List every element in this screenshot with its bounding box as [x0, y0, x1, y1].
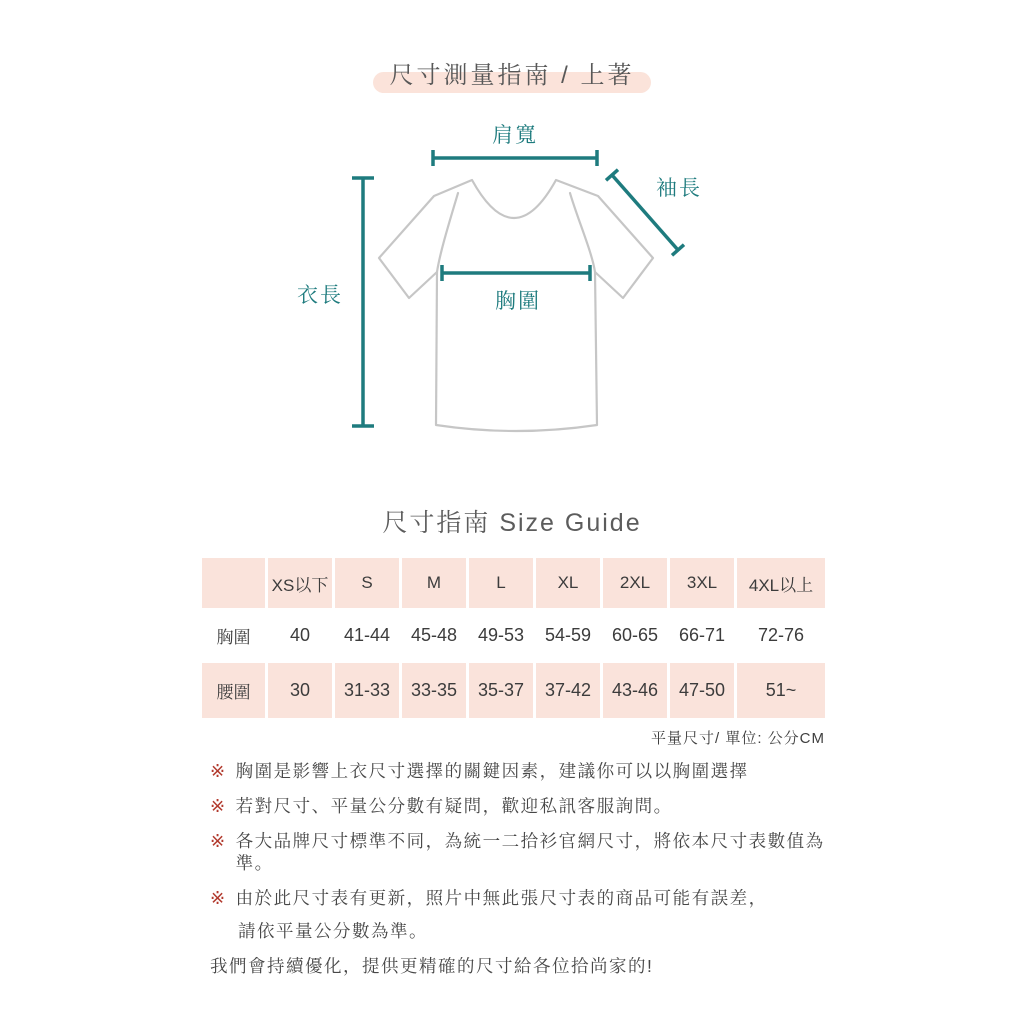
table-header-cell: XS以下	[268, 558, 335, 608]
table-header-cell: 2XL	[603, 558, 670, 608]
reference-mark-icon: ※	[210, 831, 227, 851]
table-cell: 41-44	[335, 608, 402, 663]
size-guide-heading: 尺寸指南 Size Guide	[382, 509, 642, 537]
chest-label: 胸圍	[495, 290, 541, 313]
note-line-1	[210, 760, 850, 782]
note-text: 由於此尺寸表有更新，照片中無此張尺寸表的商品可能有誤差，	[235, 888, 768, 908]
table-header-cell: M	[402, 558, 469, 608]
shoulder-width-label: 肩寬	[492, 124, 538, 147]
garment-length-label: 衣長	[297, 284, 343, 307]
table-cell: 47-50	[670, 663, 737, 718]
table-cell: 31-33	[335, 663, 402, 718]
table-cell: 40	[268, 608, 335, 663]
reference-mark-icon: ※	[210, 796, 227, 816]
table-row-label-chest: 胸圍	[202, 608, 268, 663]
table-header-cell: XL	[536, 558, 603, 608]
page-title	[0, 55, 1024, 90]
table-row-label-waist: 腰圍	[202, 663, 268, 718]
page-title-text: 尺寸測量指南 / 上著	[389, 62, 635, 89]
tshirt-diagram-svg	[280, 110, 740, 450]
note-line-4	[210, 887, 850, 909]
note-line-2	[210, 795, 850, 817]
table-cell: 51~	[737, 663, 825, 718]
table-cell: 35-37	[469, 663, 536, 718]
table-header-cell	[202, 558, 268, 608]
table-cell: 45-48	[402, 608, 469, 663]
table-cell: 60-65	[603, 608, 670, 663]
table-cell: 66-71	[670, 608, 737, 663]
note-footer: 我們會持續優化，提供更精確的尺寸給各位拾尚家的!	[210, 956, 654, 976]
table-cell: 43-46	[603, 663, 670, 718]
table-header-cell: L	[469, 558, 536, 608]
sleeve-length-label: 袖長	[656, 177, 702, 200]
note-text: 若對尺寸、平量公分數有疑問，歡迎私訊客服詢問。	[235, 796, 673, 816]
table-cell: 37-42	[536, 663, 603, 718]
note-text: 各大品牌尺寸標準不同，為統一二拾衫官網尺寸，將依本尺寸表數值為準。	[235, 831, 825, 873]
table-cell: 33-35	[402, 663, 469, 718]
footnotes	[210, 760, 850, 977]
reference-mark-icon: ※	[210, 761, 227, 781]
size-table	[202, 558, 825, 718]
table-cell: 49-53	[469, 608, 536, 663]
table-header-cell: 4XL以上	[737, 558, 825, 608]
table-cell: 30	[268, 663, 335, 718]
tshirt-measurement-diagram	[280, 110, 740, 450]
note-line-3	[210, 830, 850, 874]
table-header-cell: 3XL	[670, 558, 737, 608]
measurement-unit-note: 平量尺寸/ 單位: 公分CM	[651, 730, 825, 747]
note-line-4-continuation: 請依平量公分數為準。	[238, 921, 428, 941]
table-cell: 72-76	[737, 608, 825, 663]
table-header-cell: S	[335, 558, 402, 608]
reference-mark-icon: ※	[210, 888, 227, 908]
note-text: 胸圍是影響上衣尺寸選擇的關鍵因素，建議你可以以胸圍選擇	[235, 761, 749, 781]
table-cell: 54-59	[536, 608, 603, 663]
